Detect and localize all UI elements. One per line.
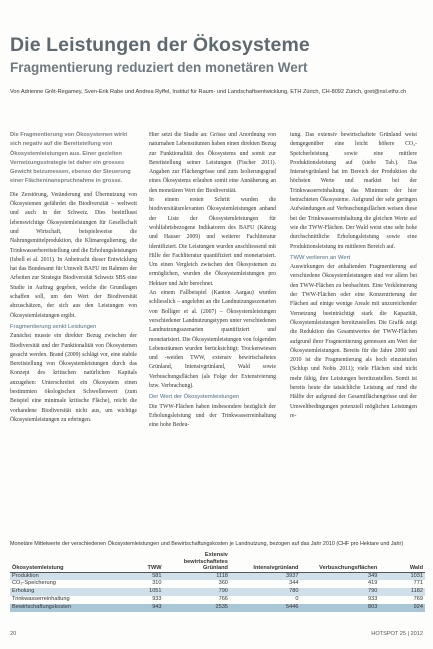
table-cell: 0 xyxy=(295,596,299,603)
body-paragraph: In einem ersten Schritt wurden die biodiversitätsrelevanten Ökosystemleistungen anhand der Liste der Ökosystemleistungen für wohlfahrtsbezogene Indikatoren des BAFU (Känzig und Hauser 2009) und weiterer Fachliteratur identifiziert. Die Leistungen wurden anschliessend mit Hilfe der Fachliteratur quantifiziert und monetarisiert. Um einen Vergleich zwischen den Ökosystemen zu ermöglichen, wurden die Ökosystemleistungen pro Hektare und Jahr berechnet. xyxy=(149,197,276,287)
column-header: Intensivgrünland xyxy=(253,565,299,571)
table-cell: 769 xyxy=(413,596,423,603)
table-cell: 360 xyxy=(218,580,228,587)
table-cell: 310 xyxy=(152,580,162,587)
column-header: Extensiv bewirtschaftetes Grünland xyxy=(183,552,228,571)
page-subtitle: Fragmentierung reduziert den monetären Wert xyxy=(10,60,308,75)
table-cell: 790 xyxy=(218,588,228,595)
table-cell: 1051 xyxy=(149,588,162,595)
table-cell: 803 xyxy=(367,604,378,611)
table-cell: 766 xyxy=(218,596,228,603)
page-title: Die Leistungen der Ökosysteme xyxy=(10,34,310,56)
body-paragraph: Hier setzt die Studie an: Grösse und Anordnung von naturnahen Lebensräumen haben einen direkten Bezug zur Funktionalität des Ökosystems und somit zur Bereitstellung seiner Leistungen (Fischer 2011). Angaben zur Flächengrösse und zum Isolierungsgrad eines Ökosystems erlauben somit eine Annäherung an den monetären Wert der Biodiversität. xyxy=(149,132,276,194)
body-paragraph: Auswirkungen der anhaltenden Fragmentierung auf verschiedene Ökosystemleistungen sind vor allem bei den TWW-Flächen zu beobachten. Eine Verkleinerung der TWW-Flächen oder eine Konzentrierung der Flächen auf einige wenige Areale mit unzureichender Vernetzung beeinträchtigt stark die Kapazität, Ökosystemleistungen bereitzustellen. Die Grafik zeigt die Reduktion des Gesamtwertes der TWW-Flächen aufgrund ihrer Fragmentierung gemessen am Wert der Ökosystemleistungen. Bereits für die Jahre 2000 und 2010 ist die Fragmentierung als hoch einzustufen (Schlup und Nobis 2011); viele Flächen sind nicht mehr fähig, ihre Leistungen bereitzustellen. Somit ist bereits heute die tatsächliche Leistung auf rund die Hälfte der aufgrund der Gesamtflächengrösse und der Umweltbedingungen potenziell möglichen Leistungen re- xyxy=(290,264,417,419)
table-cell: 3937 xyxy=(286,572,299,579)
table-cell: 2535 xyxy=(215,604,228,611)
body-paragraph: An einem Fallbeispiel (Kanton Aargau) wurden schliesslich – angelehnt an die Landnutzungsszenarien von Bolliger et al. (2007) – Ökosystemleistungen verschiedener Landnutzungstypen unter verschiedenen Landnutzungsszenarien quantifiziert und monetarisiert. Die Ökosystemleistungen von folgenden Lebensräumen wurden berücksichtigt: Trockenwiesen und -weiden TWW, extensiv bewirtschaftetes Grünland, Intensivgrünland, Wald sowie Verbuschungsflächen (als Folge der Extensivierung bzw. Verbrachung). xyxy=(149,290,276,390)
author-line: Von Adrienne Grêt-Regamey, Sven-Erik Rabe und Andrea Ryffel, Institut für Raum- und Landschaftsentwicklung, ETH Zürich, CH-8092 Zürich, gret@nsl.ethz.ch xyxy=(10,89,407,95)
body-paragraph: Die TWW-Flächen haben insbesondere bezüglich der Erholungsleistung und der Trinkwasserreinhaltung eine hohe Bedeu- xyxy=(149,403,276,429)
table-cell: 780 xyxy=(289,588,299,595)
page-number: 20 xyxy=(10,631,17,637)
table-cell: 924 xyxy=(413,604,423,611)
table-row xyxy=(10,596,425,604)
table-cell: 933 xyxy=(367,596,378,603)
table-cell: 790 xyxy=(367,588,378,595)
table-cell: 1182 xyxy=(410,588,423,595)
table-caption: Monetäre Mittelwerte der verschiedenen Ökosystemleistungen und Bewirtschaftungskosten je Landnutzung, bezogen auf das Jahr 2010 (CHF pro Hektare und Jahr) xyxy=(10,541,404,547)
column-header: Ökosystemleistung xyxy=(12,565,64,571)
table-cell: 771 xyxy=(413,580,423,587)
table-row xyxy=(10,572,425,580)
body-paragraph: Die Zerstörung, Veränderung und Übernutzung von Ökosystemen gefährdet die Biodiversität – weltweit und auch in der Schweiz. Dies beeinflusst lebenswichtige Ökosystemleistungen für Gesellschaft und Wirtschaft, beispielsweise die Nahrungsmittelproduktion, die Klimaregulierung, die Trinkwasserbereitstellung und die Erholungsleistungen (Isbell et al. 2011). In Anbetracht dieser Entwicklung hat das Bundesamt für Umwelt BAFU im Rahmen der Arbeiten zur Strategie Biodiversität Schweiz SBS eine Studie in Auftrag gegeben, welche die Grundlagen schaffen soll, um den Wert der Biodiversität abzuschätzen, der sich aus den Leistungen von Ökosystemleistungen ergibt. xyxy=(10,191,137,319)
table-cell: 1118 xyxy=(216,572,228,579)
body-paragraph: tung. Das extensiv bewirtschaftete Grünland weist demgegenüber eine leicht höhere CO₂-Speicherleistung sowie eine mittlere Produktionsleistung auf (siehe Tab.). Das Intensivgrünland hat im Bereich der Produktion die höchsten Werte und marktet bei der Trinkwasserreinhaltung das Minimum der hier betrachteten Ökosysteme. Aufgrund der sehr geringen Aufwändungen auf Verbuschungsflächen weisen diese bei der Trinkwasserreinhaltung die gleichen Werte auf wie die TWW-Flächen. Der Wald weist eine sehr hohe durchschnittliche Erholungsleistung sowie eine Produktionsleistung im mittleren Bereich auf. xyxy=(290,132,417,250)
column-header: Wald xyxy=(409,565,423,571)
table-cell: 419 xyxy=(367,580,378,587)
column-header: TWW xyxy=(147,565,162,571)
table-cell: 933 xyxy=(152,596,162,603)
table-cell: Bewirtschaftungskosten xyxy=(12,604,72,611)
table-cell: 943 xyxy=(152,604,162,611)
publication-info: HOTSPOT 25 | 2012 xyxy=(371,631,423,637)
body-paragraph: Zunächst musste ein direkter Bezug zwischen der Biodiversität und der Funktionalität von Ökosystemen gesucht werden. Brand (2009) schlägt vor, eine stabile Bereitstellung von Ökosystemleistungen durch das Konzept des kritischen natürlichen Kapitals anzugehen: Unterschreitet ein Ökosystem einen bestimmten ökologischen Schwellenwert (zum Beispiel eine minimale kritische Fläche), reicht die vorhandene Biodiversität nicht aus, um wichtige Ökosystemleistungen zu erbringen. xyxy=(10,333,137,423)
table-row xyxy=(10,588,425,596)
table-row-total xyxy=(10,604,425,612)
table-row xyxy=(10,580,425,588)
table-header-row xyxy=(10,552,425,572)
table-cell: Trinkwasserreinhaltung xyxy=(12,596,70,603)
text-column-2 xyxy=(149,131,276,431)
section-heading: Fragmentierung senkt Leistungen xyxy=(10,323,97,330)
section-heading: Der Wert der Ökosystemleistungen xyxy=(149,394,240,401)
table-cell: CO₂-Speicherung xyxy=(12,580,56,587)
table-cell: 349 xyxy=(367,572,378,579)
text-column-1 xyxy=(10,131,137,425)
table-cell: 5446 xyxy=(286,604,299,611)
table-cell: 344 xyxy=(289,580,299,587)
ecosystem-services-table-block xyxy=(10,540,425,612)
text-column-3 xyxy=(290,131,417,421)
table-cell: 1031 xyxy=(410,572,423,579)
section-heading: TWW verlieren an Wert xyxy=(290,254,351,261)
table-cell: Produktion xyxy=(12,572,39,579)
lead-paragraph: Die Fragmentierung von Ökosystemen wirkt sich negativ auf die Bereitstellung von Ökosystemleistungen aus. Einer gezielten Vernetzungsstrategie ist daher ein grosses Gewicht beizumessen, ebenso der Steuerung einer Flächeninanspruchnahme in grosse. xyxy=(10,132,131,185)
ecosystem-services-table xyxy=(10,552,425,612)
table-cell: 581 xyxy=(152,572,162,579)
column-header: Verbuschungsflächen xyxy=(319,565,378,571)
table-cell: Erholung xyxy=(12,588,35,595)
